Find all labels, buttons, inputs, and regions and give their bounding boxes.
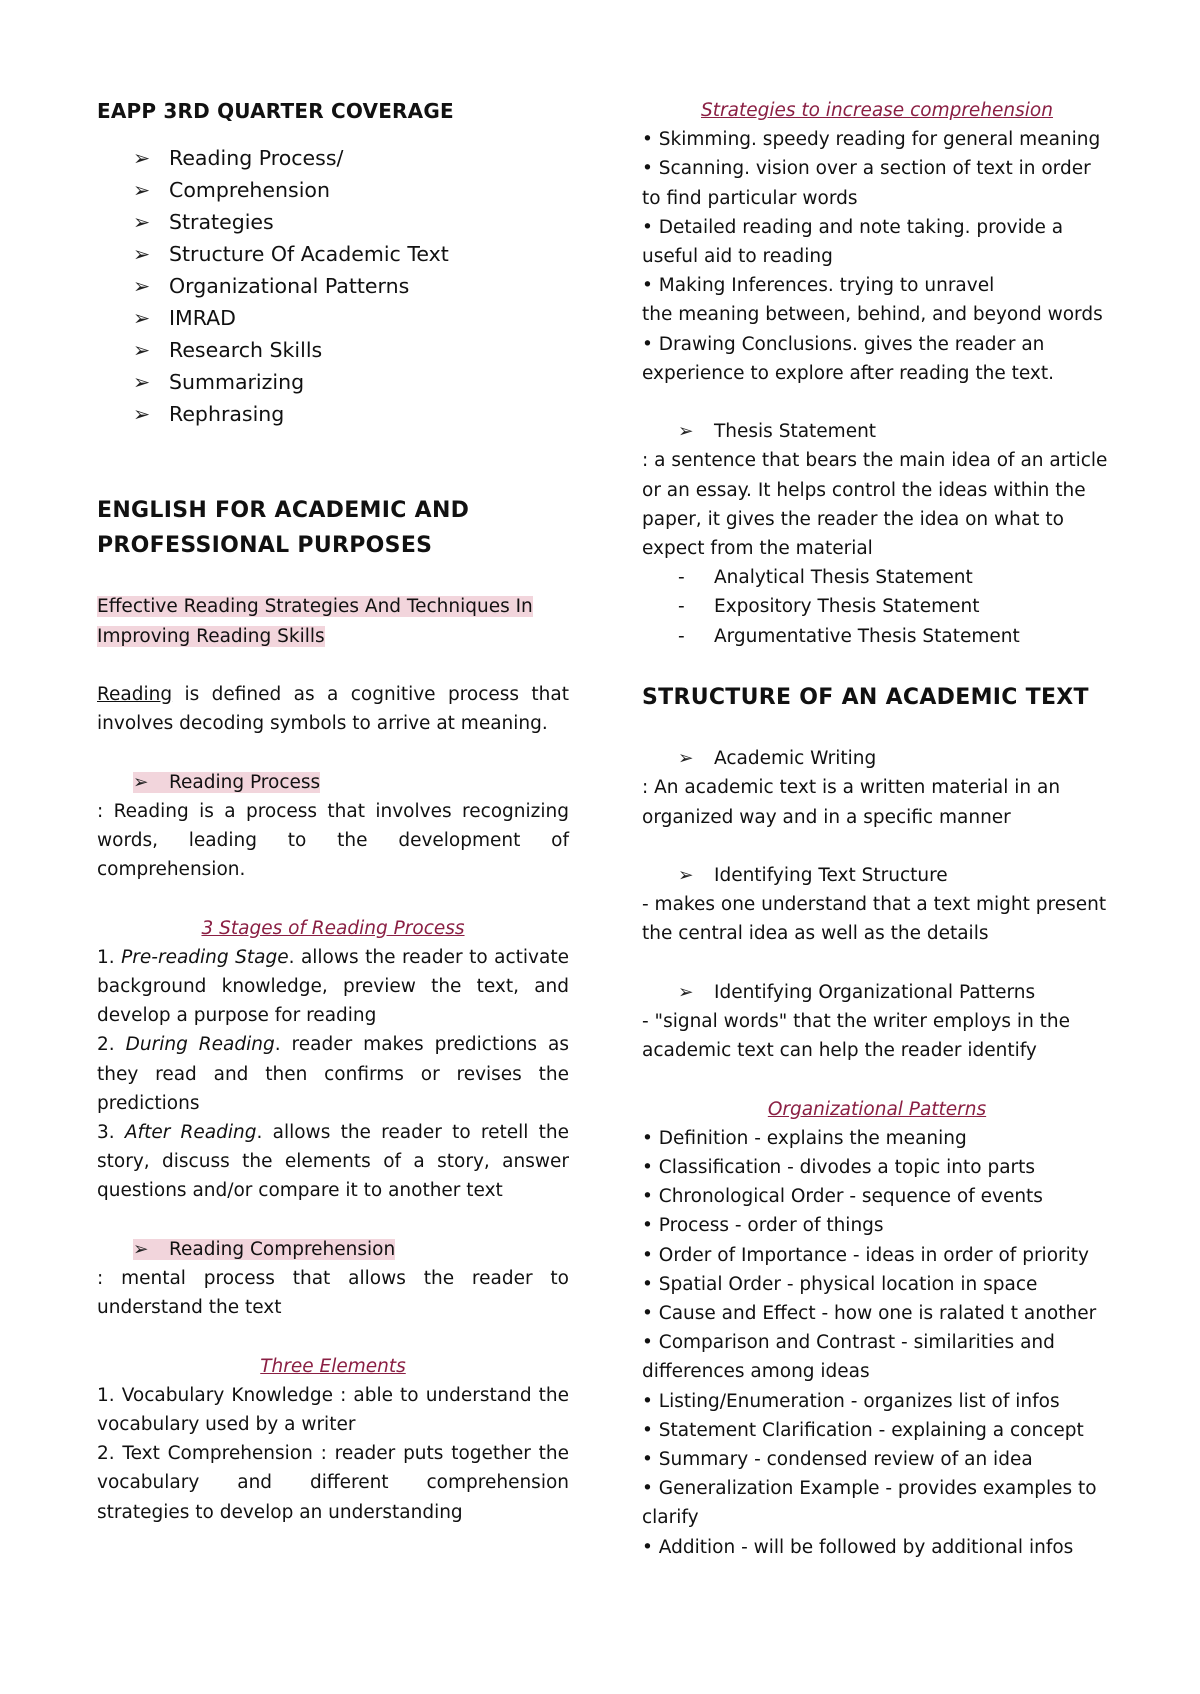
structure-title: STRUCTURE OF AN ACADEMIC TEXT <box>642 685 1089 711</box>
dash-bullet: - <box>678 567 685 589</box>
pattern-item: • Listing/Enumeration - organizes list of infos <box>642 1390 1060 1412</box>
arrow-bullet-icon: ➢ <box>678 421 694 443</box>
thesis-type: - Analytical Thesis Statement <box>642 563 1112 592</box>
coverage-list <box>97 142 569 430</box>
coverage-title: EAPP 3RD QUARTER COVERAGE <box>97 99 454 123</box>
strategy-item: • Skimming. speedy reading for general meaning <box>642 129 1101 151</box>
arrow-bullet-icon: ➢ <box>133 771 149 793</box>
stage-item: 2. During Reading. reader makes predictions as they read and then confirms or revises the predictions <box>97 1034 569 1114</box>
stage-item: 1. Pre-reading Stage. allows the reader to activate background knowledge, preview the text, and develop a purpose for reading <box>97 946 569 1027</box>
coverage-item: ➢ IMRAD <box>97 302 569 334</box>
arrow-bullet-icon: ➢ <box>133 306 151 330</box>
stage-item: 3. After Reading. allows the reader to retell the story, discuss the elements of a story, answer questions and/or compare it to another text <box>97 1121 569 1202</box>
reading-term: Reading <box>97 683 173 705</box>
text-structure-heading: ➢ Identifying Text Structure <box>642 861 1112 890</box>
coverage-item: ➢ Summarizing <box>97 366 569 398</box>
strategy-item: • Scanning. vision over a section of text in order to find particular words <box>642 158 1091 209</box>
stages-title: 3 Stages of Reading Process <box>201 917 465 939</box>
arrow-bullet-icon: ➢ <box>133 1238 149 1260</box>
strategy-item: • Detailed reading and note taking. provide a useful aid to reading <box>642 216 1064 268</box>
coverage-item: ➢ Rephrasing <box>97 398 569 430</box>
pattern-item: • Summary - condensed review of an idea <box>642 1449 1033 1471</box>
coverage-item: ➢ Structure Of Academic Text <box>97 238 569 270</box>
pattern-item: • Process - order of things <box>642 1215 884 1237</box>
pattern-item: • Generalization Example - provides examples to clarify <box>642 1478 1097 1529</box>
comprehension-definition: : mental process that allows the reader to understand the text <box>97 1267 569 1319</box>
org-patterns-heading: ➢ Identifying Organizational Patterns <box>642 978 1112 1007</box>
arrow-bullet-icon: ➢ <box>133 210 151 234</box>
arrow-bullet-icon: ➢ <box>133 178 151 202</box>
strategy-item: • Making Inferences. trying to unravel <box>642 275 995 297</box>
pattern-item: • Definition - explains the meaning <box>642 1127 967 1149</box>
arrow-bullet-icon: ➢ <box>133 274 151 298</box>
reading-process-heading: ➢ Reading Process <box>97 768 569 797</box>
coverage-item: ➢ Research Skills <box>97 334 569 366</box>
thesis-type: - Expository Thesis Statement <box>642 592 1112 621</box>
academic-writing-definition: : An academic text is a written material in an organized way and in a specific manner <box>642 777 1061 828</box>
left-column <box>97 96 569 1527</box>
text-structure-definition: - makes one understand that a text might present the central idea as well as the details <box>642 894 1107 945</box>
element-item: 2. Text Comprehension : reader puts together the vocabulary and different comprehension strategies to develop an understanding <box>97 1443 569 1523</box>
main-title-line-2: PROFESSIONAL PURPOSES <box>97 533 433 559</box>
org-patterns-definition: - "signal words" that the writer employs in the academic text can help the reader identify <box>642 1011 1071 1062</box>
strategy-item: the meaning between, behind, and beyond words <box>642 304 1103 326</box>
arrow-bullet-icon: ➢ <box>133 370 151 394</box>
coverage-item: ➢ Reading Process/ <box>97 142 569 174</box>
arrow-bullet-icon: ➢ <box>678 748 694 770</box>
thesis-type: - Argumentative Thesis Statement <box>642 622 1112 651</box>
dash-bullet: - <box>678 596 685 618</box>
comprehension-heading: ➢ Reading Comprehension <box>97 1235 569 1264</box>
arrow-bullet-icon: ➢ <box>133 242 151 266</box>
right-column <box>642 96 1112 1562</box>
strategy-item: • Drawing Conclusions. gives the reader an experience to explore after reading the text. <box>642 333 1054 384</box>
pattern-item: • Cause and Effect - how one is ralated t another <box>642 1303 1097 1325</box>
coverage-item: ➢ Organizational Patterns <box>97 270 569 302</box>
pattern-item: • Order of Importance - ideas in order of priority <box>642 1244 1089 1266</box>
thesis-definition: : a sentence that bears the main idea of an article or an essay. It helps control the ideas within the paper, it gives the reader the idea on what to expect from the material <box>642 450 1108 560</box>
reading-process-definition: : Reading is a process that involves recognizing words, leading to the development of comprehension. <box>97 800 569 881</box>
patterns-title: Organizational Patterns <box>767 1098 987 1120</box>
elements-title: Three Elements <box>260 1355 406 1377</box>
pattern-item: • Addition - will be followed by additional infos <box>642 1536 1074 1558</box>
arrow-bullet-icon: ➢ <box>678 981 694 1003</box>
pattern-item: • Classification - divodes a topic into parts <box>642 1157 1036 1179</box>
main-title-line-1: ENGLISH FOR ACADEMIC AND <box>97 498 470 524</box>
reading-definition: Reading is defined as a cognitive process that involves decoding symbols to arrive at meaning. <box>97 683 569 735</box>
coverage-item: ➢ Comprehension <box>97 174 569 206</box>
pattern-item: • Comparison and Contrast - similarities and differences among ideas <box>642 1332 1055 1383</box>
arrow-bullet-icon: ➢ <box>133 338 151 362</box>
pattern-item: • Statement Clarification - explaining a concept <box>642 1419 1084 1441</box>
subtitle-line-2: Improving Reading Skills <box>97 625 325 647</box>
element-item: 1. Vocabulary Knowledge : able to understand the vocabulary used by a writer <box>97 1384 569 1435</box>
pattern-item: • Spatial Order - physical location in space <box>642 1273 1038 1295</box>
subtitle-line-1: Effective Reading Strategies And Techniques In <box>97 596 533 618</box>
arrow-bullet-icon: ➢ <box>678 865 694 887</box>
coverage-item: ➢ Strategies <box>97 206 569 238</box>
thesis-heading: ➢ Thesis Statement <box>642 417 1112 446</box>
arrow-bullet-icon: ➢ <box>133 402 151 426</box>
pattern-item: • Chronological Order - sequence of events <box>642 1186 1043 1208</box>
dash-bullet: - <box>678 625 685 647</box>
academic-writing-heading: ➢ Academic Writing <box>642 744 1112 773</box>
arrow-bullet-icon: ➢ <box>133 146 151 170</box>
strategies-title: Strategies to increase comprehension <box>701 100 1053 121</box>
